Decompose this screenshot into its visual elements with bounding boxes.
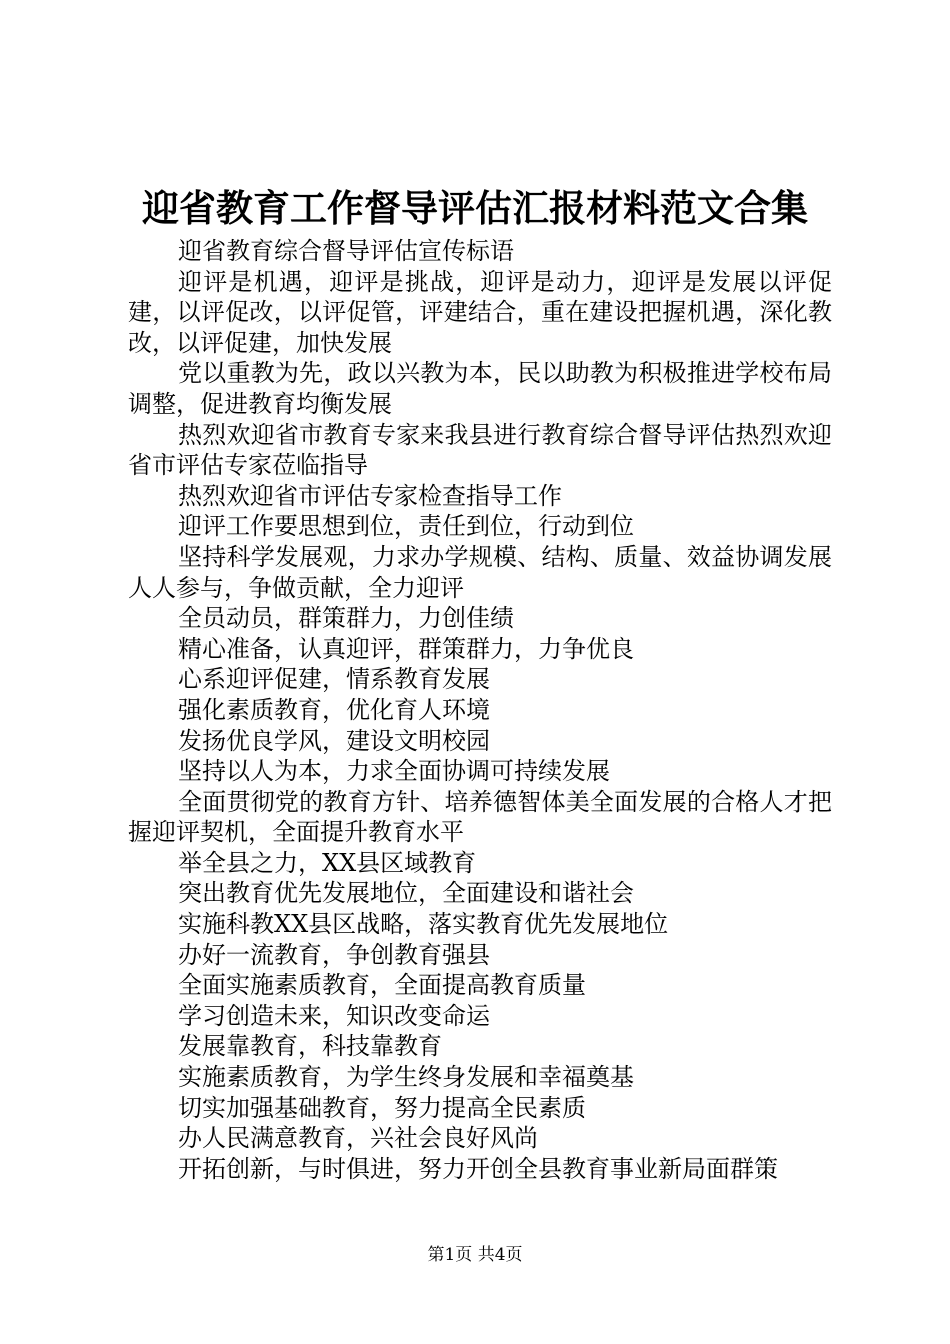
paragraph: 发扬优良学风，建设文明校园 [178, 726, 490, 755]
document-title: 迎省教育工作督导评估汇报材料范文合集 [142, 186, 808, 230]
paragraph: 突出教育优先发展地位，全面建设和谐社会 [178, 879, 634, 908]
page-number-footer: 第1页 共4页 [427, 1245, 523, 1265]
paragraph: 强化素质教育，优化育人环境 [178, 695, 490, 724]
paragraph: 开拓创新，与时俱进，努力开创全县教育事业新局面群策 [178, 1154, 778, 1183]
paragraph: 全面实施素质教育，全面提高教育质量 [178, 971, 586, 1000]
paragraph: 热烈欢迎省市评估专家检查指导工作 [178, 481, 562, 510]
paragraph: 迎评是机遇，迎评是挑战，迎评是动力，迎评是发展以评促建，以评促改，以评促管，评建结合，重在建设把握机遇，深化教改，以评促建，加快发展 [128, 267, 832, 357]
paragraph: 迎省教育综合督导评估宣传标语 [178, 237, 514, 265]
paragraph: 举全县之力，XX县区域教育 [178, 848, 477, 877]
document-body [128, 236, 832, 1184]
paragraph: 心系迎评促建，情系教育发展 [178, 665, 490, 694]
paragraph: 迎评工作要思想到位，责任到位，行动到位 [178, 512, 634, 541]
paragraph: 办人民满意教育，兴社会良好风尚 [178, 1124, 538, 1153]
paragraph: 实施科教XX县区战略，落实教育优先发展地位 [178, 910, 669, 939]
paragraph: 精心准备，认真迎评，群策群力，力争优良 [178, 634, 634, 663]
paragraph: 热烈欢迎省市教育专家来我县进行教育综合督导评估热烈欢迎省市评估专家莅临指导 [128, 420, 832, 480]
paragraph: 办好一流教育，争创教育强县 [178, 940, 490, 969]
paragraph: 发展靠教育，科技靠教育 [178, 1032, 442, 1061]
paragraph: 全员动员，群策群力，力创佳绩 [178, 604, 514, 633]
paragraph: 党以重教为先，政以兴教为本，民以助教为积极推进学校布局调整，促进教育均衡发展 [128, 359, 832, 418]
paragraph: 坚持以人为本，力求全面协调可持续发展 [178, 757, 610, 786]
paragraph: 坚持科学发展观，力求办学规模、结构、质量、效益协调发展人人参与，争做贡献，全力迎评 [128, 542, 832, 602]
paragraph: 切实加强基础教育，努力提高全民素质 [178, 1093, 586, 1122]
paragraph: 实施素质教育，为学生终身发展和幸福奠基 [178, 1063, 634, 1092]
paragraph: 全面贯彻党的教育方针、培养德智体美全面发展的合格人才把握迎评契机，全面提升教育水平 [128, 787, 832, 847]
paragraph: 学习创造未来，知识改变命运 [178, 1001, 490, 1030]
